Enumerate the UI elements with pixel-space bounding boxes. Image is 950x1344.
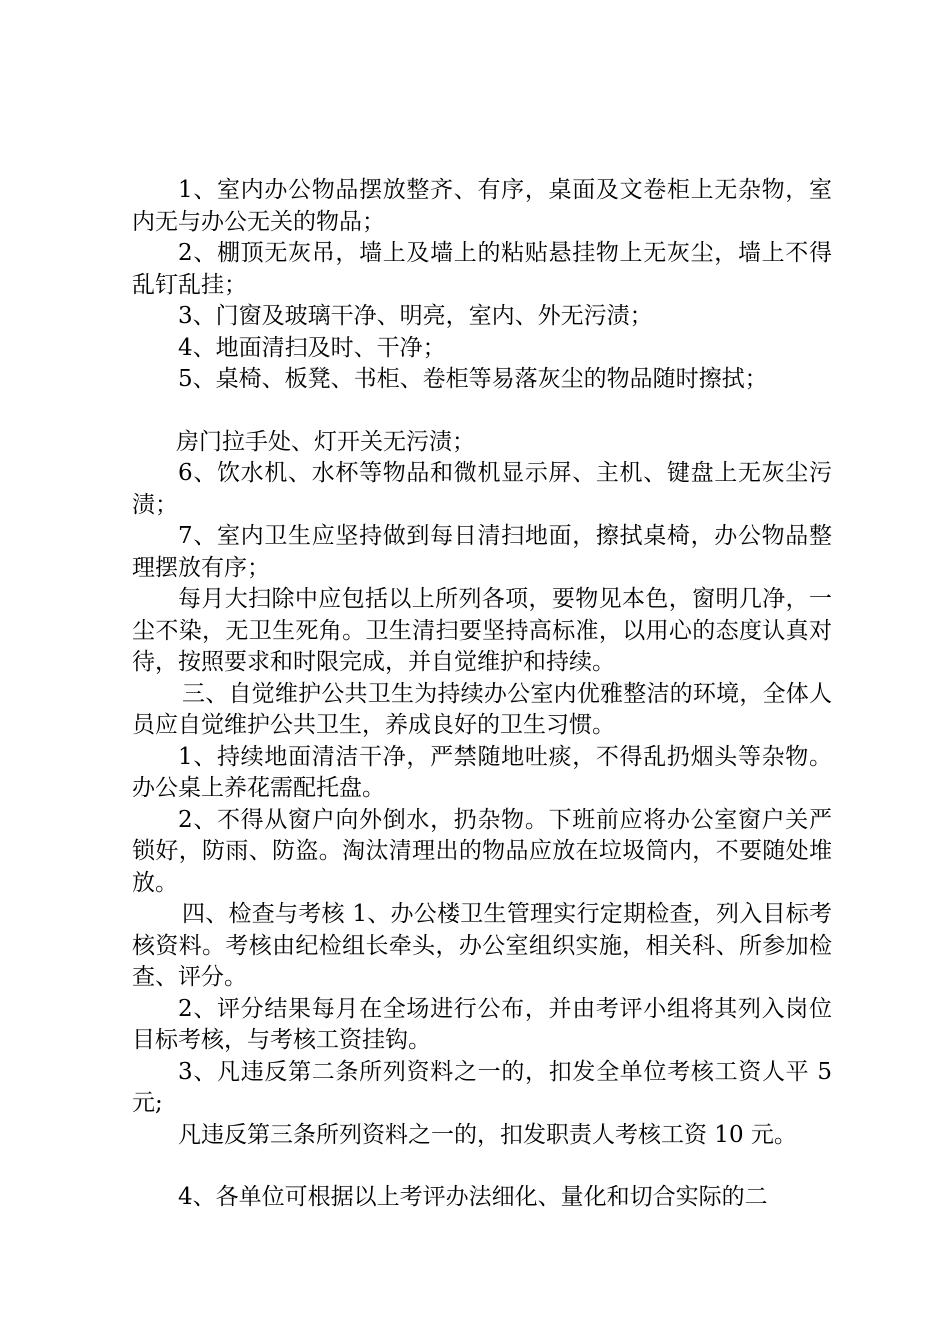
paragraph-penalty-third: 凡违反第三条所列资料之一的，扣发职责人考核工资 10 元。 [178,1121,797,1148]
paragraph-section-four: 四、检查与考核 1、办公楼卫生管理实行定期检查，列入目标考核资料。考核由纪检组长牵头，办公室组织实施，相关科、所参加检查、评分。 [132,901,832,990]
paragraph-section-three: 三、自觉维护公共卫生为持续办公室内优雅整洁的环境，全体人员应自觉维护公共卫生，养成良好的卫生习惯。 [132,680,832,738]
paragraph-item-1: 1、室内办公物品摆放整齐、有序，桌面及文卷柜上无杂物，室内无与办公无关的物品； [132,177,832,235]
paragraph-door-handle: 房门拉手处、灯开关无污渍； [176,428,475,455]
paragraph-item-2: 2、棚顶无灰吊，墙上及墙上的粘贴悬挂物上无灰尘，墙上不得乱钉乱挂； [132,240,832,298]
paragraph-section-four-item-2: 2、评分结果每月在全场进行公布，并由考评小组将其列入岗位目标考核，与考核工资挂钩。 [132,995,832,1053]
document-body [132,175,832,1214]
paragraph-monthly-cleaning: 每月大扫除中应包括以上所列各项，要物见本色，窗明几净，一尘不染，无卫生死角。卫生清扫要坚持高标准，以用心的态度认真对待，按照要求和时限完成，并自觉维护和持续。 [132,586,832,675]
paragraph-section-four-item-4: 4、各单位可根据以上考评办法细化、量化和切合实际的二 [178,1184,768,1210]
paragraph-item-7: 7、室内卫生应坚持做到每日清扫地面，擦拭桌椅，办公物品整理摆放有序； [132,523,832,581]
paragraph-item-5: 5、桌椅、板凳、书柜、卷柜等易落灰尘的物品随时擦拭； [178,366,768,392]
paragraph-section-three-item-1: 1、持续地面清洁干净，严禁随地吐痰，不得乱扔烟头等杂物。办公桌上养花需配托盘。 [132,743,832,801]
paragraph-section-four-item-3: 3、凡违反第二条所列资料之一的，扣发全单位考核工资人平 5 元; [132,1058,832,1116]
paragraph-item-4: 4、地面清扫及时、干净； [178,334,446,361]
paragraph-item-3: 3、门窗及玻璃干净、明亮，室内、外无污渍； [178,303,653,329]
paragraph-section-three-item-2: 2、不得从窗户向外倒水，扔杂物。下班前应将办公室窗户关严锁好，防雨、防盗。淘汰清理出的物品应放在垃圾筒内，不要随处堆放。 [132,806,832,896]
paragraph-item-6: 6、饮水机、水杯等物品和微机显示屏、主机、键盘上无灰尘污渍； [132,460,832,518]
